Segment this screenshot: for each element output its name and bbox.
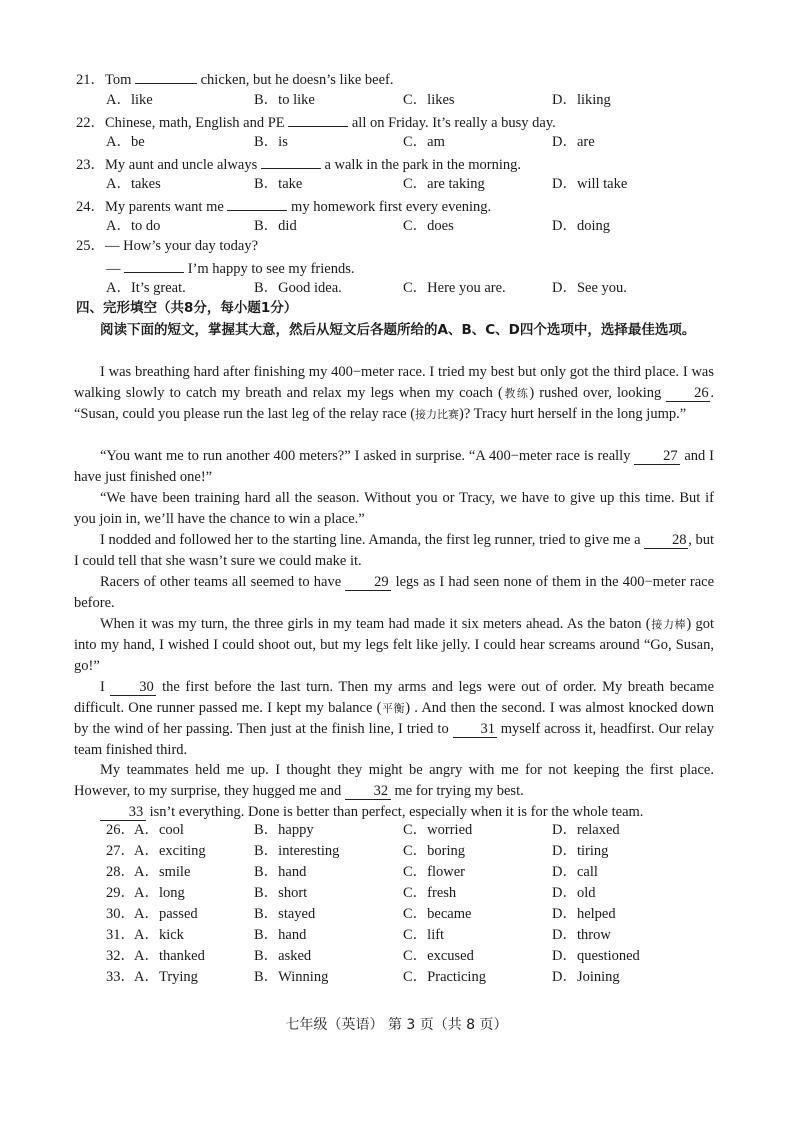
option-b: B．hand [254, 927, 307, 943]
passage-paragraph-8: My teammates held me up. I thought they might be angry with me for not keeping the first place. However, to my surprise, they hugged me and 32 me for trying my best. [74, 762, 714, 799]
answer-blank [124, 258, 184, 273]
option-b: B．interesting [254, 843, 340, 859]
option-d: D．helped [552, 906, 616, 922]
option-a: A．smile [134, 864, 191, 880]
page-footer: 七年级（英语） 第 3 页（共 8 页） [285, 1017, 508, 1033]
cloze-blank-27: 27 [634, 449, 680, 465]
option-b: B．hand [254, 864, 307, 880]
answer-blank [261, 154, 321, 169]
passage-paragraph-5: Racers of other teams all seemed to have 29 legs as I had seen none of them in the 400−meter race before. [74, 574, 715, 611]
option-a: A．exciting [134, 843, 206, 859]
option-number: 32． [106, 948, 135, 964]
answer-blank [227, 196, 287, 211]
option-d: D．call [552, 864, 598, 880]
option-d: D．questioned [552, 948, 640, 964]
question-25: 25．— How’s your day today? [76, 238, 259, 254]
question-22: 22．Chinese, math, English and PE all on Friday. It’s really a busy day. [76, 112, 556, 132]
option-d: D．tiring [552, 843, 609, 859]
passage-paragraph-4: I nodded and followed her to the starting line. Amanda, the first leg runner, tried to give me a 28 , but I could tell that she wasn’t sure we could make it. [74, 532, 715, 569]
option-number: 27． [106, 843, 135, 859]
cloze-blank-31: 31 [453, 722, 497, 738]
option-b: B．short [254, 885, 308, 901]
cloze-blank-30: 30 [110, 680, 156, 696]
option-number: 28． [106, 864, 135, 880]
option-c: C．fresh [403, 885, 457, 901]
option-a: A．kick [134, 927, 184, 943]
option-c: C．boring [403, 843, 466, 859]
question-21: 21．Tom chicken, but he doesn’s like beef. [76, 69, 394, 89]
section-instruction: 阅读下面的短文，掌握其大意，然后从短文后各题所给的A、B、C、D四个选项中，选择最佳选项。 [100, 322, 696, 338]
option-c: C．became [403, 906, 472, 922]
option-c: C．Practicing [403, 969, 486, 985]
answer-blank [288, 112, 348, 127]
option-d: D．relaxed [552, 822, 620, 838]
section-title: 四、完形填空（共8分，每小题1分） [76, 300, 298, 316]
passage-paragraph-7: I 30 the first before the last turn. Then my arms and legs were out of order. My breath became difficult. One runner passed me. I kept my balance (平衡) . And then the second. I was almost knocked down by the wind of her passing. Then just at the finish line, I tried to 31 myself across it, headfirst. Our relay team finished third. [74, 679, 715, 758]
option-a: A．passed [134, 906, 198, 922]
option-number: 29． [106, 885, 135, 901]
option-a: A．cool [134, 822, 184, 838]
option-d: D．throw [552, 927, 611, 943]
passage-paragraph-6: When it was my turn, the three girls in my team had made it six meters ahead. As the baton (接力棒) got into my hand, I wished I could shoot out, but my legs felt like jelly. I could hear screams around “Go, Susan, go!” [74, 616, 714, 674]
option-a: A．long [134, 885, 185, 901]
question-24: 24．My parents want me my homework first every evening. [76, 196, 491, 216]
option-a: A．Trying [134, 969, 198, 985]
option-number: 30． [106, 906, 135, 922]
cloze-blank-29: 29 [345, 575, 391, 591]
exam-page: 21．Tom chicken, but he doesn’s like beef. A．like B．to like C．likes D．liking 22．Chinese, math, English and PE all on Friday. It’s really a busy day. A．be B．is C．am D．are 23．My aunt and uncle always a walk in the park in the morning. A．takes B．take C．are taking D．will take 24．My parents want me my homework first every evening. A．to do B．did C．does D．doing 25．— How’s your day today? — I’m happy to see my friends. A．It’s great. B．Good idea. C．Here you are. D．See you. 四、完形填空（共8分，每小题1分） 阅读下面的短文，掌握其大意，然后从短文后各题所给的A、B、C、D四个选项中，选择最佳选项。 I was breathing hard after finishing my 400−meter race. I tried my best but only got the third place. I was walking slowly to catch my breath and relax my legs when my coach (教练) rushed over, looking 26 . “Susan, could you please run the last leg of the relay race (接力比赛)? Tracy hurt herself in the long jump.” “You want me to run another 400 meters?” I asked in surprise. “A 400−meter race is really 27 and I have just finished one!” “We have been training hard all the season. Without you or Tracy, we have to give up this time. But if you join in, we’ll have the chance to win a place.” I nodded and followed her to the starting line. Amanda, the first leg runner, tried to give me a 28 , but I could tell that she wasn’t sure we could make it. Racers of other teams all seemed to have 29 legs as I had seen none of them in the 400−meter race before. When it was my turn, the three girls in my team had made it six meters ahead. As the baton (接力棒) got into my hand, I wished I could shoot out, but my legs felt like jelly. I could hear screams around “Go, Susan, go!” I 30 the first before the last turn. Then my arms and legs were out of order. My breath became difficult. One runner passed me. I kept my balance (平衡) . And then the second. I was almost knocked down by the wind of her passing. Then just at the finish line, I tried to 31 myself across it, headfirst. Our relay team finished third. My teammates held me up. I thought they might be angry with me for not keeping the first place. However, to my surprise, they hugged me and 32 me for trying my best. 33 isn’t everything. Done is better than perfect, especially when it is for the whole team. 26． A．cool B．happy C．worried D．relaxed 27． A．exciting B．interesting C．boring D．tiring 28． A．smile B．hand C．flower D．call 29． A．long B．short C．fresh D．old 30． A．passed B．stayed C．became D．helped 31． A．kick B．hand C．lift D．throw 32． A．thanked B．asked C．excused D．questioned 33． A．Trying B．Winning C．Practicing D．Joining 七年级（英语） 第 3 页（共 8 页） [0, 0, 793, 1123]
question-23: 23．My aunt and uncle always a walk in the park in the morning. [76, 154, 521, 174]
option-c: C．worried [403, 822, 473, 838]
passage-paragraph-9: 33 isn’t everything. Done is better than perfect, especially when it is for the whole team. [74, 802, 714, 823]
option-c: C．lift [403, 927, 445, 943]
option-a: A．thanked [134, 948, 205, 964]
option-d: D．old [552, 885, 596, 901]
answer-blank [135, 69, 197, 84]
option-d: D．Joining [552, 969, 620, 985]
cloze-blank-26: 26 [666, 386, 710, 402]
option-number: 26． [106, 822, 135, 838]
option-b: B．happy [254, 822, 314, 838]
option-b: B．asked [254, 948, 312, 964]
option-c: C．flower [403, 864, 466, 880]
cloze-blank-28: 28 [644, 533, 688, 549]
question-25-line2: — I’m happy to see my friends. [106, 258, 354, 278]
option-number: 31． [106, 927, 135, 943]
passage-paragraph-3: “We have been training hard all the season. Without you or Tracy, we have to give up this time. But if you join in, we’ll have the chance to win a place.” [74, 490, 714, 527]
passage-paragraph-2: “You want me to run another 400 meters?” I asked in surprise. “A 400−meter race is really 27 and I have just finished one!” [74, 448, 714, 485]
option-c: C．excused [403, 948, 474, 964]
cloze-blank-32: 32 [345, 784, 391, 800]
option-b: B．Winning [254, 969, 329, 985]
option-b: B．stayed [254, 906, 316, 922]
passage-paragraph-1: I was breathing hard after finishing my 400−meter race. I tried my best but only got the third place. I was walking slowly to catch my breath and relax my legs when my coach (教练) rushed over, looking 26 . “Susan, could you please run the last leg of the relay race (接力比赛)? Tracy hurt herself in the long jump.” [74, 364, 715, 422]
cloze-blank-33: 33 [100, 805, 146, 821]
option-number: 33． [106, 969, 135, 985]
